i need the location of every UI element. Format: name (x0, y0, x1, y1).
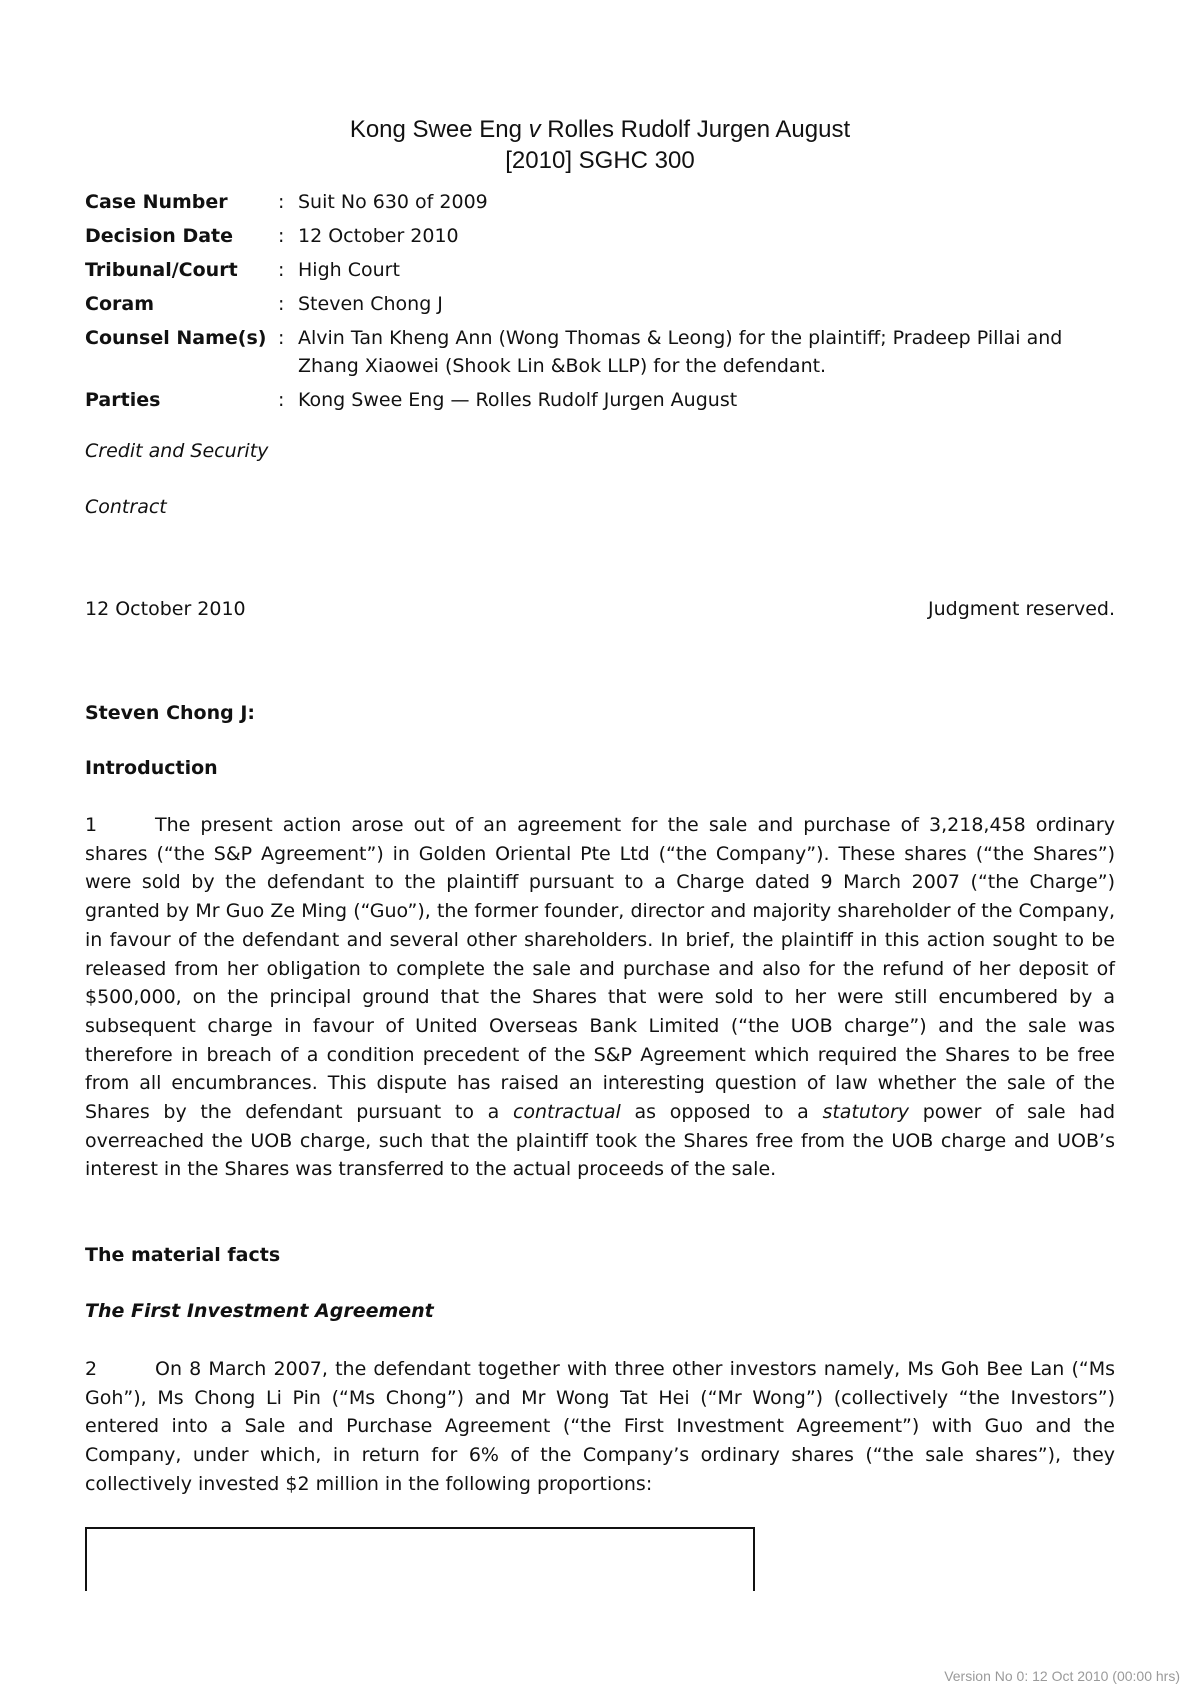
meta-value: Kong Swee Eng — Rolles Rudolf Jurgen August (298, 389, 738, 411)
paragraph-1 (85, 811, 1115, 1184)
section-heading-material-facts: The material facts (85, 1244, 281, 1266)
meta-label: Tribunal/Court (85, 259, 238, 281)
meta-separator: : (278, 191, 285, 213)
catchword-contract: Contract (85, 496, 167, 518)
meta-value: Steven Chong J (298, 293, 443, 315)
meta-value: 12 October 2010 (298, 225, 459, 247)
paragraph-text: On 8 March 2007, the defendant together with three other investors namely, Ms Goh Bee Lan (“Ms Goh”), Ms Chong Li Pin (“Ms Chong”) and Mr Wong Tat Hei (“Mr Wong”) (collectively “the Investors”) entered into a Sale and Purchase Agreement (“the First Investment Agreement”) with Guo and the Company, under which, in return for 6% of the Company’s ordinary shares (“the sale shares”), they collectively invested $2 million in the following proportions: (85, 1358, 1115, 1495)
meta-row-tribunal (85, 256, 1115, 284)
meta-separator: : (278, 225, 285, 247)
party-defendant: Rolles Rudolf Jurgen August (547, 116, 851, 143)
meta-separator: : (278, 293, 285, 315)
meta-row-coram (85, 290, 1115, 318)
version-footer: Version No 0: 12 Oct 2010 (00:00 hrs) (944, 1668, 1180, 1684)
meta-label: Parties (85, 389, 161, 411)
section-heading-introduction: Introduction (85, 757, 218, 779)
paragraph-number: 1 (85, 814, 98, 836)
investment-table-frame (85, 1527, 755, 1591)
judgment-date: 12 October 2010 (85, 598, 246, 620)
meta-value: High Court (298, 259, 400, 281)
meta-row-parties (85, 386, 1115, 414)
meta-row-decision-date (85, 222, 1115, 250)
paragraph-2 (85, 1355, 1115, 1499)
case-title (0, 116, 1200, 144)
meta-value: Alvin Tan Kheng Ann (Wong Thomas & Leong) for the plaintiff; Pradeep Pillai and Zhang Xiaowei (Shook Lin &Bok LLP) for the defendant. (298, 327, 1063, 377)
catchword-credit-security: Credit and Security (85, 440, 269, 462)
case-metadata (85, 188, 1115, 420)
subsection-heading-first-investment: The First Investment Agreement (85, 1300, 434, 1322)
paragraph-text: power of sale had overreached the UOB charge, such that the plaintiff took the Shares free from the UOB charge and UOB’s interest in the Shares was transferred to the actual proceeds of the sale. (85, 1101, 1116, 1181)
judgment-status: Judgment reserved. (927, 598, 1115, 620)
meta-label: Coram (85, 293, 154, 315)
meta-value: Suit No 630 of 2009 (298, 191, 488, 213)
emphasis-statutory: statutory (822, 1101, 910, 1124)
meta-row-case-number (85, 188, 1115, 216)
meta-separator: : (278, 389, 285, 411)
paragraph-text: as opposed to a (634, 1101, 809, 1124)
meta-label: Counsel Name(s) (85, 327, 267, 349)
paragraph-number: 2 (85, 1358, 98, 1380)
meta-separator: : (278, 259, 285, 281)
meta-row-counsel (85, 324, 1115, 380)
judge-heading: Steven Chong J: (85, 702, 255, 724)
versus-marker: v (528, 116, 541, 143)
case-citation: [2010] SGHC 300 (505, 147, 695, 174)
meta-label: Decision Date (85, 225, 234, 247)
paragraph-text: The present action arose out of an agreement for the sale and purchase of 3,218,458 ordinary shares (“the S&P Agreement”) in Golden Oriental Pte Ltd (“the Company”). These shares (“the Shares”) were sold by the defendant to the plaintiff pursuant to a Charge dated 9 March 2007 (“the Charge”) granted by Mr Guo Ze Ming (“Guo”), the former founder, director and majority shareholder of the Company, in favour of the defendant and several other shareholders. In brief, the plaintiff in this action sought to be released from her obligation to complete the sale and purchase and also for the refund of her deposit of $500,000, on the principal ground that the Shares that were sold to her were still encumbered by a subsequent charge in favour of United Overseas Bank Limited (“the UOB charge”) and the sale was therefore in breach of a condition precedent of the S&P Agreement which required the Shares to be free from all encumbrances. This dispute has raised an interesting question of law whether the sale of the Shares by the defendant pursuant to a (85, 814, 1115, 1124)
emphasis-contractual: contractual (512, 1101, 621, 1124)
meta-separator: : (278, 327, 285, 349)
meta-label: Case Number (85, 191, 228, 213)
judgment-date-line (85, 598, 1115, 620)
party-plaintiff: Kong Swee Eng (349, 116, 522, 143)
